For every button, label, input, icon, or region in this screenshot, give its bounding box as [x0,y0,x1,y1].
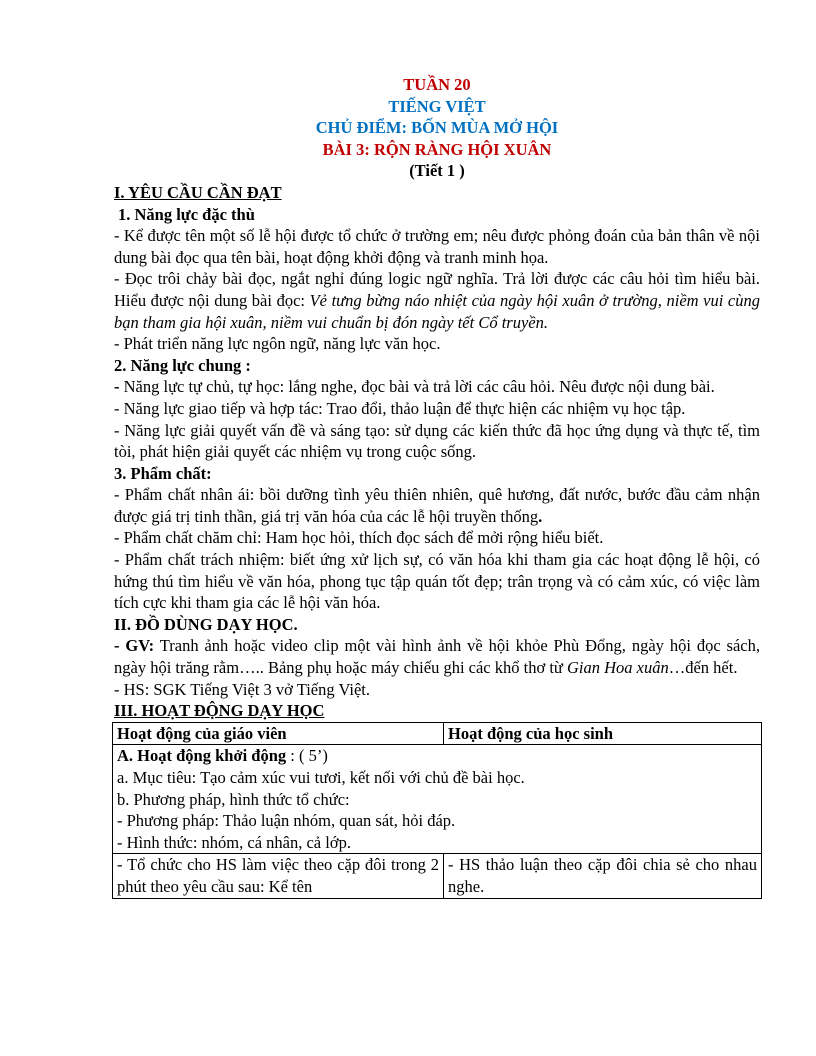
activity-line: - Phương pháp: Thảo luận nhóm, quan sát, hỏi đáp. [117,811,456,831]
paragraph-text: - Đọc trôi chảy bài đọc, ngắt nghỉ đúng logic ngữ nghĩa. Trả lời được các câu hỏi tìm hiểu bài. Hiểu được nội dung bài đọc: [114,269,760,310]
activity-line: b. Phương pháp, hình thức tổ chức: [117,789,350,809]
paragraph: - Phẩm chất chăm chỉ: Ham học hỏi, thích đọc sách để mởi rộng hiểu biết. [114,528,604,548]
teacher-activity-cell [113,854,444,898]
paragraph [114,376,760,398]
section-activities-heading: III. HOẠT ĐỘNG DẠY HỌC [114,701,325,721]
week-title: TUẦN 20 [403,75,471,94]
paragraph: - Phát triển năng lực ngôn ngữ, năng lực văn học. [114,334,441,354]
paragraph [114,635,760,678]
paragraph-text: Năng lực tự chủ, tự học: lắng nghe, đọc bài và trả lời các câu hỏi. Nêu được nội dung bài. [119,377,715,397]
paragraph: - Năng lực giải quyết vấn đề và sáng tạo: sử dụng các kiến thức đã học ứng dụng và thực tế, tìm tòi, phát hiện giải quyết các nhiệm vụ trong cuộc sống. [114,420,760,462]
activity-time: : ( 5’) [286,746,328,766]
lesson-title: BÀI 3: RỘN RÀNG HỘI XUÂN [322,139,552,159]
theme-title: CHỦ ĐIỂM: BỐN MÙA MỞ HỘI [315,118,559,138]
paragraph-text: …đến hết. [668,658,738,678]
reading-content-italic: Vẻ tưng bừng náo nhiệt của ngày hội xuân ở trường, niềm vui cùng bạn tham gia hội xuân, niềm vui chuẩn bị đón ngày tết Cổ truyền. [114,290,761,332]
general-competence-heading: 2. Năng lực chung : [114,355,251,375]
specific-competence-heading: 1. Năng lực đặc thù [118,204,255,224]
teacher-label: - GV: [114,636,155,656]
activity-title: A. Hoạt động khởi động [117,746,287,766]
paragraph [114,268,760,333]
table-row [113,854,762,898]
period-bold: . [538,506,543,526]
paragraph: - Năng lực giao tiếp và hợp tác: Trao đổi, thảo luận để thực hiện các nhiệm vụ học tập. [114,398,686,418]
subject-title: TIẾNG VIỆT [388,96,486,116]
table-row [113,745,762,854]
table-header-row [113,722,762,745]
activity-line: a. Mục tiêu: Tạo cảm xúc vui tươi, kết nối với chủ đề bài học. [117,768,525,787]
student-activity-text: - HS thảo luận theo cặp đôi chia sẻ cho nhau nghe. [448,855,757,896]
teacher-column-header: Hoạt động của giáo viên [113,722,444,745]
section-requirements-heading: I. YÊU CẦU CẦN ĐẠT [114,182,282,202]
teacher-activity-text: - Tổ chức cho HS làm việc theo cặp đôi trong 2 phút theo yêu cầu sau: Kể tên [117,855,439,896]
activity-heading [117,745,757,767]
student-activity-cell [444,854,762,898]
period-title: (Tiết 1 ) [409,161,465,181]
paragraph: - Kể được tên một số lễ hội được tổ chức ở trường em; nêu được phỏng đoán của bản thân về nội dung bài đọc qua tên bài, hoạt động khởi động và tranh minh họa. [114,226,760,267]
activity-line: - Hình thức: nhóm, cá nhân, cả lớp. [117,832,351,852]
activities-table [112,722,762,899]
activity-cell [113,745,762,854]
paragraph-text: - Phẩm chất nhân ái: bồi dưỡng tình yêu thiên nhiên, quê hương, đất nước, bước đầu cảm nhận được giá trị tinh thần, giá trị văn hóa của các lễ hội truyền thống [114,485,760,526]
student-column-header: Hoạt động của học sinh [444,722,762,745]
paragraph: - Phẩm chất trách nhiệm: biết ứng xử lịch sự, có văn hóa khi tham gia các hoạt động lễ hội, có hứng thú tìm hiểu về văn hóa, phong tục tập quán tốt đẹp; trân trọng và có cảm xúc, có việc làm tích cực khi tham gia các lễ hội văn hóa. [114,550,760,613]
paragraph [114,484,760,527]
qualities-heading: 3. Phẩm chất: [114,463,212,483]
document-content [114,74,760,899]
paragraph: - HS: SGK Tiếng Việt 3 vở Tiếng Việt. [114,679,370,699]
paragraph-text: Tranh ảnh hoặc video clip một vài hình ảnh về hội khỏe Phù Đổng, ngày hội đọc sách, ngày hội trăng rằm….. Bảng phụ hoặc máy chiếu ghi các khổ thơ từ [114,636,760,678]
dash-bold: - [114,377,120,397]
section-materials-heading: II. ĐỒ DÙNG DẠY HỌC. [114,614,298,634]
poem-title-italic: Gian Hoa xuân [566,658,669,678]
